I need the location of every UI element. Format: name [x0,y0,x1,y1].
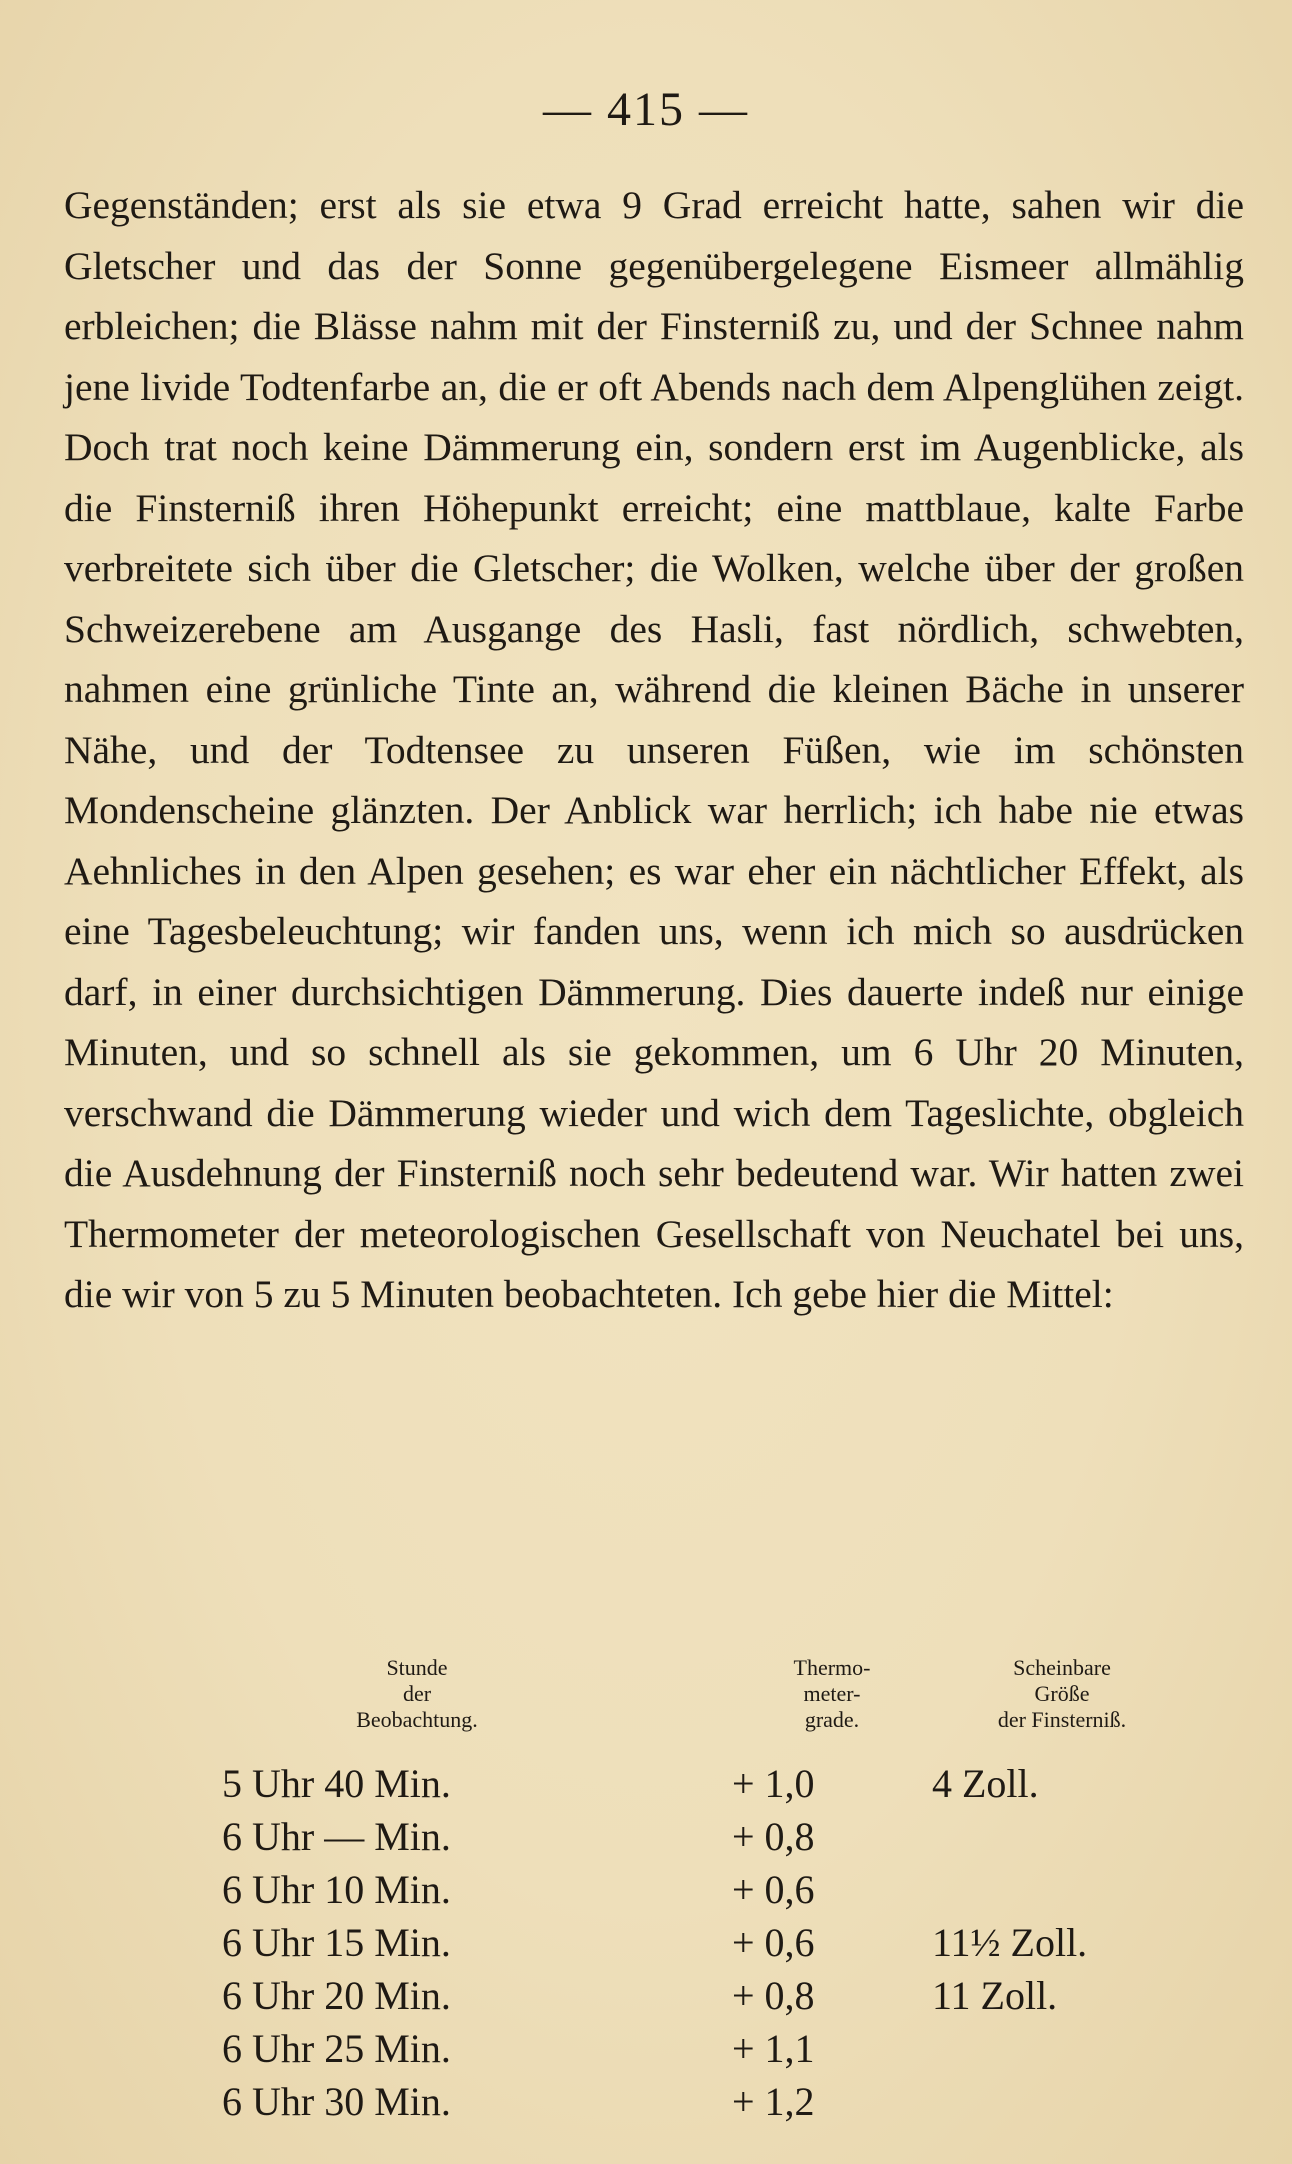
header-temp-line: meter- [803,1681,861,1706]
table-header-row [222,1655,1192,1757]
header-size-line: Größe [1034,1681,1090,1706]
header-time-line: Beobachtung. [356,1707,478,1732]
header-temp-line: grade. [804,1707,860,1732]
cell-time: 6 Uhr 15 Min. [222,1920,451,1965]
cell-temperature: + 0,8 [732,1973,815,2018]
table-row [222,1916,1192,1969]
table-row [222,2022,1192,2075]
cell-eclipse-size: 11 Zoll. [932,1973,1058,2018]
cell-eclipse-size: 11½ Zoll. [932,1920,1088,1965]
cell-eclipse-size: 4 Zoll. [932,1761,1039,1806]
table-row [222,1757,1192,1810]
header-size-line: der Finsterniß. [997,1707,1127,1732]
header-size-line: Scheinbare [1013,1655,1111,1680]
body-paragraph: Gegenständen; erst als sie etwa 9 Grad erreicht hatte, sahen wir die Gletscher und das der Sonne gegenübergelegene Eismeer allmählig erbleichen; die Blässe nahm mit der Finsterniß zu, und der Schnee nahm jene livide Todtenfarbe an, die er oft Abends nach dem Alpenglühen zeigt. Doch trat noch keine Dämmerung ein, sondern erst im Augenblicke, als die Finsterniß ihren Höhepunkt erreicht; eine mattblaue, kalte Farbe verbreitete sich über die Gletscher; die Wolken, welche über der großen Schweizerebene am Ausgange des Hasli, fast nördlich, schwebten, nahmen eine grünliche Tinte an, während die kleinen Bäche in unserer Nähe, und der Todtensee zu unseren Füßen, wie im schönsten Mondenscheine glänzten. Der Anblick war herrlich; ich habe nie etwas Aehnliches in den Alpen gesehen; es war eher ein nächtlicher Effekt, als eine Tagesbeleuchtung; wir fanden uns, wenn ich mich so ausdrücken darf, in einer durchsichtigen Dämmerung. Dies dauerte indeß nur einige Minuten, und so schnell als sie gekommen, um 6 Uhr 20 Minuten, verschwand die Dämmerung wieder und wich dem Tageslichte, obgleich die Ausdehnung der Finsterniß noch sehr bedeutend war. Wir hatten zwei Thermometer der meteorologischen Gesellschaft von Neuchatel bei uns, die wir von 5 zu 5 Minuten beobachteten. Ich gebe hier die Mittel: [64,183,1244,1316]
cell-time: 6 Uhr 30 Min. [222,2079,451,2124]
table-row [222,1810,1192,1863]
cell-eclipse-size [932,1810,1192,1863]
cell-time: 6 Uhr 25 Min. [222,2026,451,2071]
cell-temperature: + 1,1 [732,2026,815,2071]
cell-temperature: + 0,6 [732,1867,815,1912]
cell-eclipse-size [932,2022,1192,2075]
header-time-line: Stunde [386,1655,448,1680]
table-row [222,2075,1192,2128]
header-temp-line: Thermo- [793,1655,871,1680]
cell-eclipse-size [932,1863,1192,1916]
page-number: — 415 — [543,83,749,136]
cell-time: 5 Uhr 40 Min. [222,1761,451,1806]
cell-eclipse-size [932,2075,1192,2128]
cell-temperature: + 1,0 [732,1761,815,1806]
observation-table [222,1655,1192,2128]
cell-temperature: + 1,2 [732,2079,815,2124]
cell-temperature: + 0,8 [732,1814,815,1859]
header-eclipse-size [932,1655,1192,1757]
cell-temperature: + 0,6 [732,1920,815,1965]
header-time-line: der [402,1681,432,1706]
cell-time: 6 Uhr 20 Min. [222,1973,451,2018]
table-row [222,1969,1192,2022]
cell-time: 6 Uhr 10 Min. [222,1867,451,1912]
header-temperature [732,1655,932,1757]
cell-time: 6 Uhr — Min. [222,1814,451,1859]
table-row [222,1863,1192,1916]
header-time [222,1655,732,1757]
